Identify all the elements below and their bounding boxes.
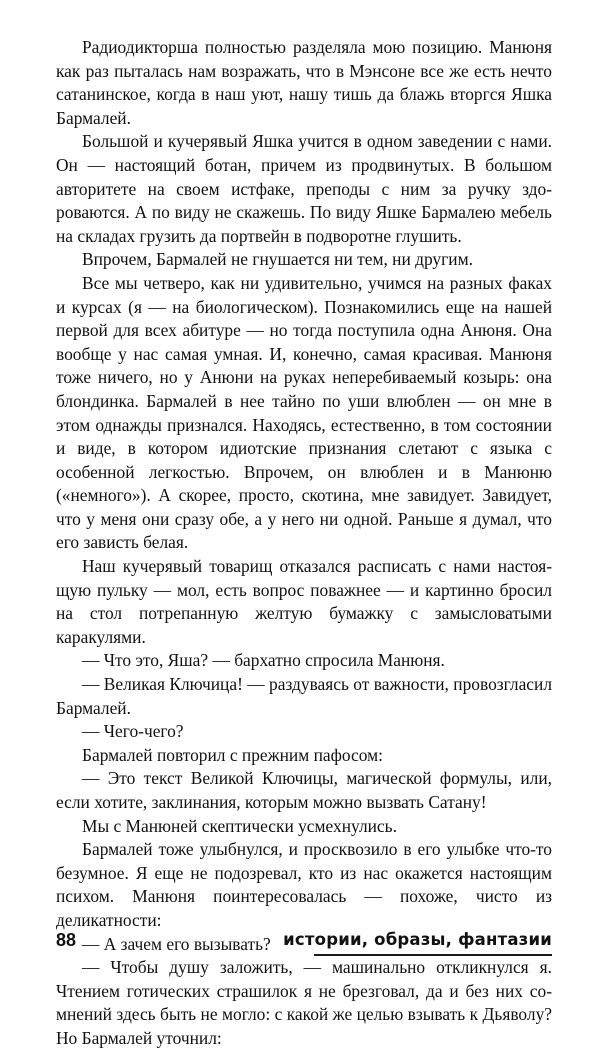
paragraph: Бармалей тоже улыбнулся, и просквозило в его улыбке что-то безумное. Я еще не подозревал, кто из нас окажется настоящим психом. Манюня поинтересовалась — похоже, чисто из деликатности: bbox=[56, 839, 552, 930]
dialogue-line: — Что это, Яша? — бархатно спросила Манюня. bbox=[82, 650, 445, 671]
dialogue-line: — А зачем его вызывать? bbox=[82, 933, 271, 954]
paragraph: Радиодикторша полностью разделяла мою позицию. Манюня как раз пыталась нам возражать, что в Мэнсоне все же есть нечто сатанинское, когда в наш уют, нашу тишь да блажь вторгся Яшка Бармалей. bbox=[56, 37, 552, 128]
paragraph: Впрочем, Бармалей не гнушается ни тем, ни другим. bbox=[82, 249, 473, 270]
dialogue-line: — Чего-чего? bbox=[82, 721, 184, 742]
paragraph: Большой и кучерявый Яшка учится в одном заведении с нами. Он — настоящий ботан, причем из продвинутых. В большом авторитете на своем истфаке, преподы с ним за ручку здороваются. А по виду не скажешь. По виду Яшке Бармалею мебель на складах грузить да портвейн в подворотне глушить. bbox=[56, 131, 552, 246]
paragraph: Все мы четверо, как ни удивительно, учимся на разных факах и курсах (я — на биологическом). Познакомились еще на нашей первой для всех абитуре — но тогда поступила одна Анюня. Она вообще у нас самая умная. И, конечно, самая красивая. Манюня тоже ничего, но у Анюни на руках неперебиваемый козырь: она блондинка. Бармалей в нее тайно по уши влюблен — он мне в этом однажды признался. Находясь, естественно, в том состоянии и виде, в котором идиотские признания слетают с языка с особенной легкостью. Впрочем, он влюблен и в Манюню («немного»). А скорее, просто, скотина, мне завидует. Завидует, что у меня они сразу обе, а у него ни одной. Раньше я думал, что его зависть белая. bbox=[56, 272, 552, 553]
page-footer bbox=[56, 930, 552, 956]
running-title-underline bbox=[314, 954, 552, 956]
dialogue-line: — Чтобы душу заложить, — машинально откликнулся я. Чтением готических страшилок я не брезговал, да и без них сомнений здесь быть не могло: с какой же целью взывать к Дьяволу? Но Бармалей уточнил: bbox=[56, 957, 552, 1048]
running-title: истории, образы, фантазии bbox=[283, 930, 552, 949]
page-number: 88 bbox=[56, 930, 77, 950]
body-text bbox=[56, 36, 552, 1051]
paragraph: Мы с Манюней скептически усмехнулись. bbox=[82, 815, 397, 836]
paragraph: Наш кучерявый товарищ отказался расписать с нами настоящую пульку — мол, есть вопрос поважнее — и картинно бросил на стол потрепанную желтую бумажку с замысловатыми каракулями. bbox=[56, 556, 552, 647]
dialogue-line: — Великая Ключица! — раздуваясь от важности, провозгласил Бармалей. bbox=[56, 674, 552, 718]
paragraph: Бармалей повторил с прежним пафосом: bbox=[82, 744, 383, 765]
dialogue-line: — Это текст Великой Ключицы, магической формулы, или, если хотите, заклинания, которым можно вызвать Сатану! bbox=[56, 768, 552, 812]
